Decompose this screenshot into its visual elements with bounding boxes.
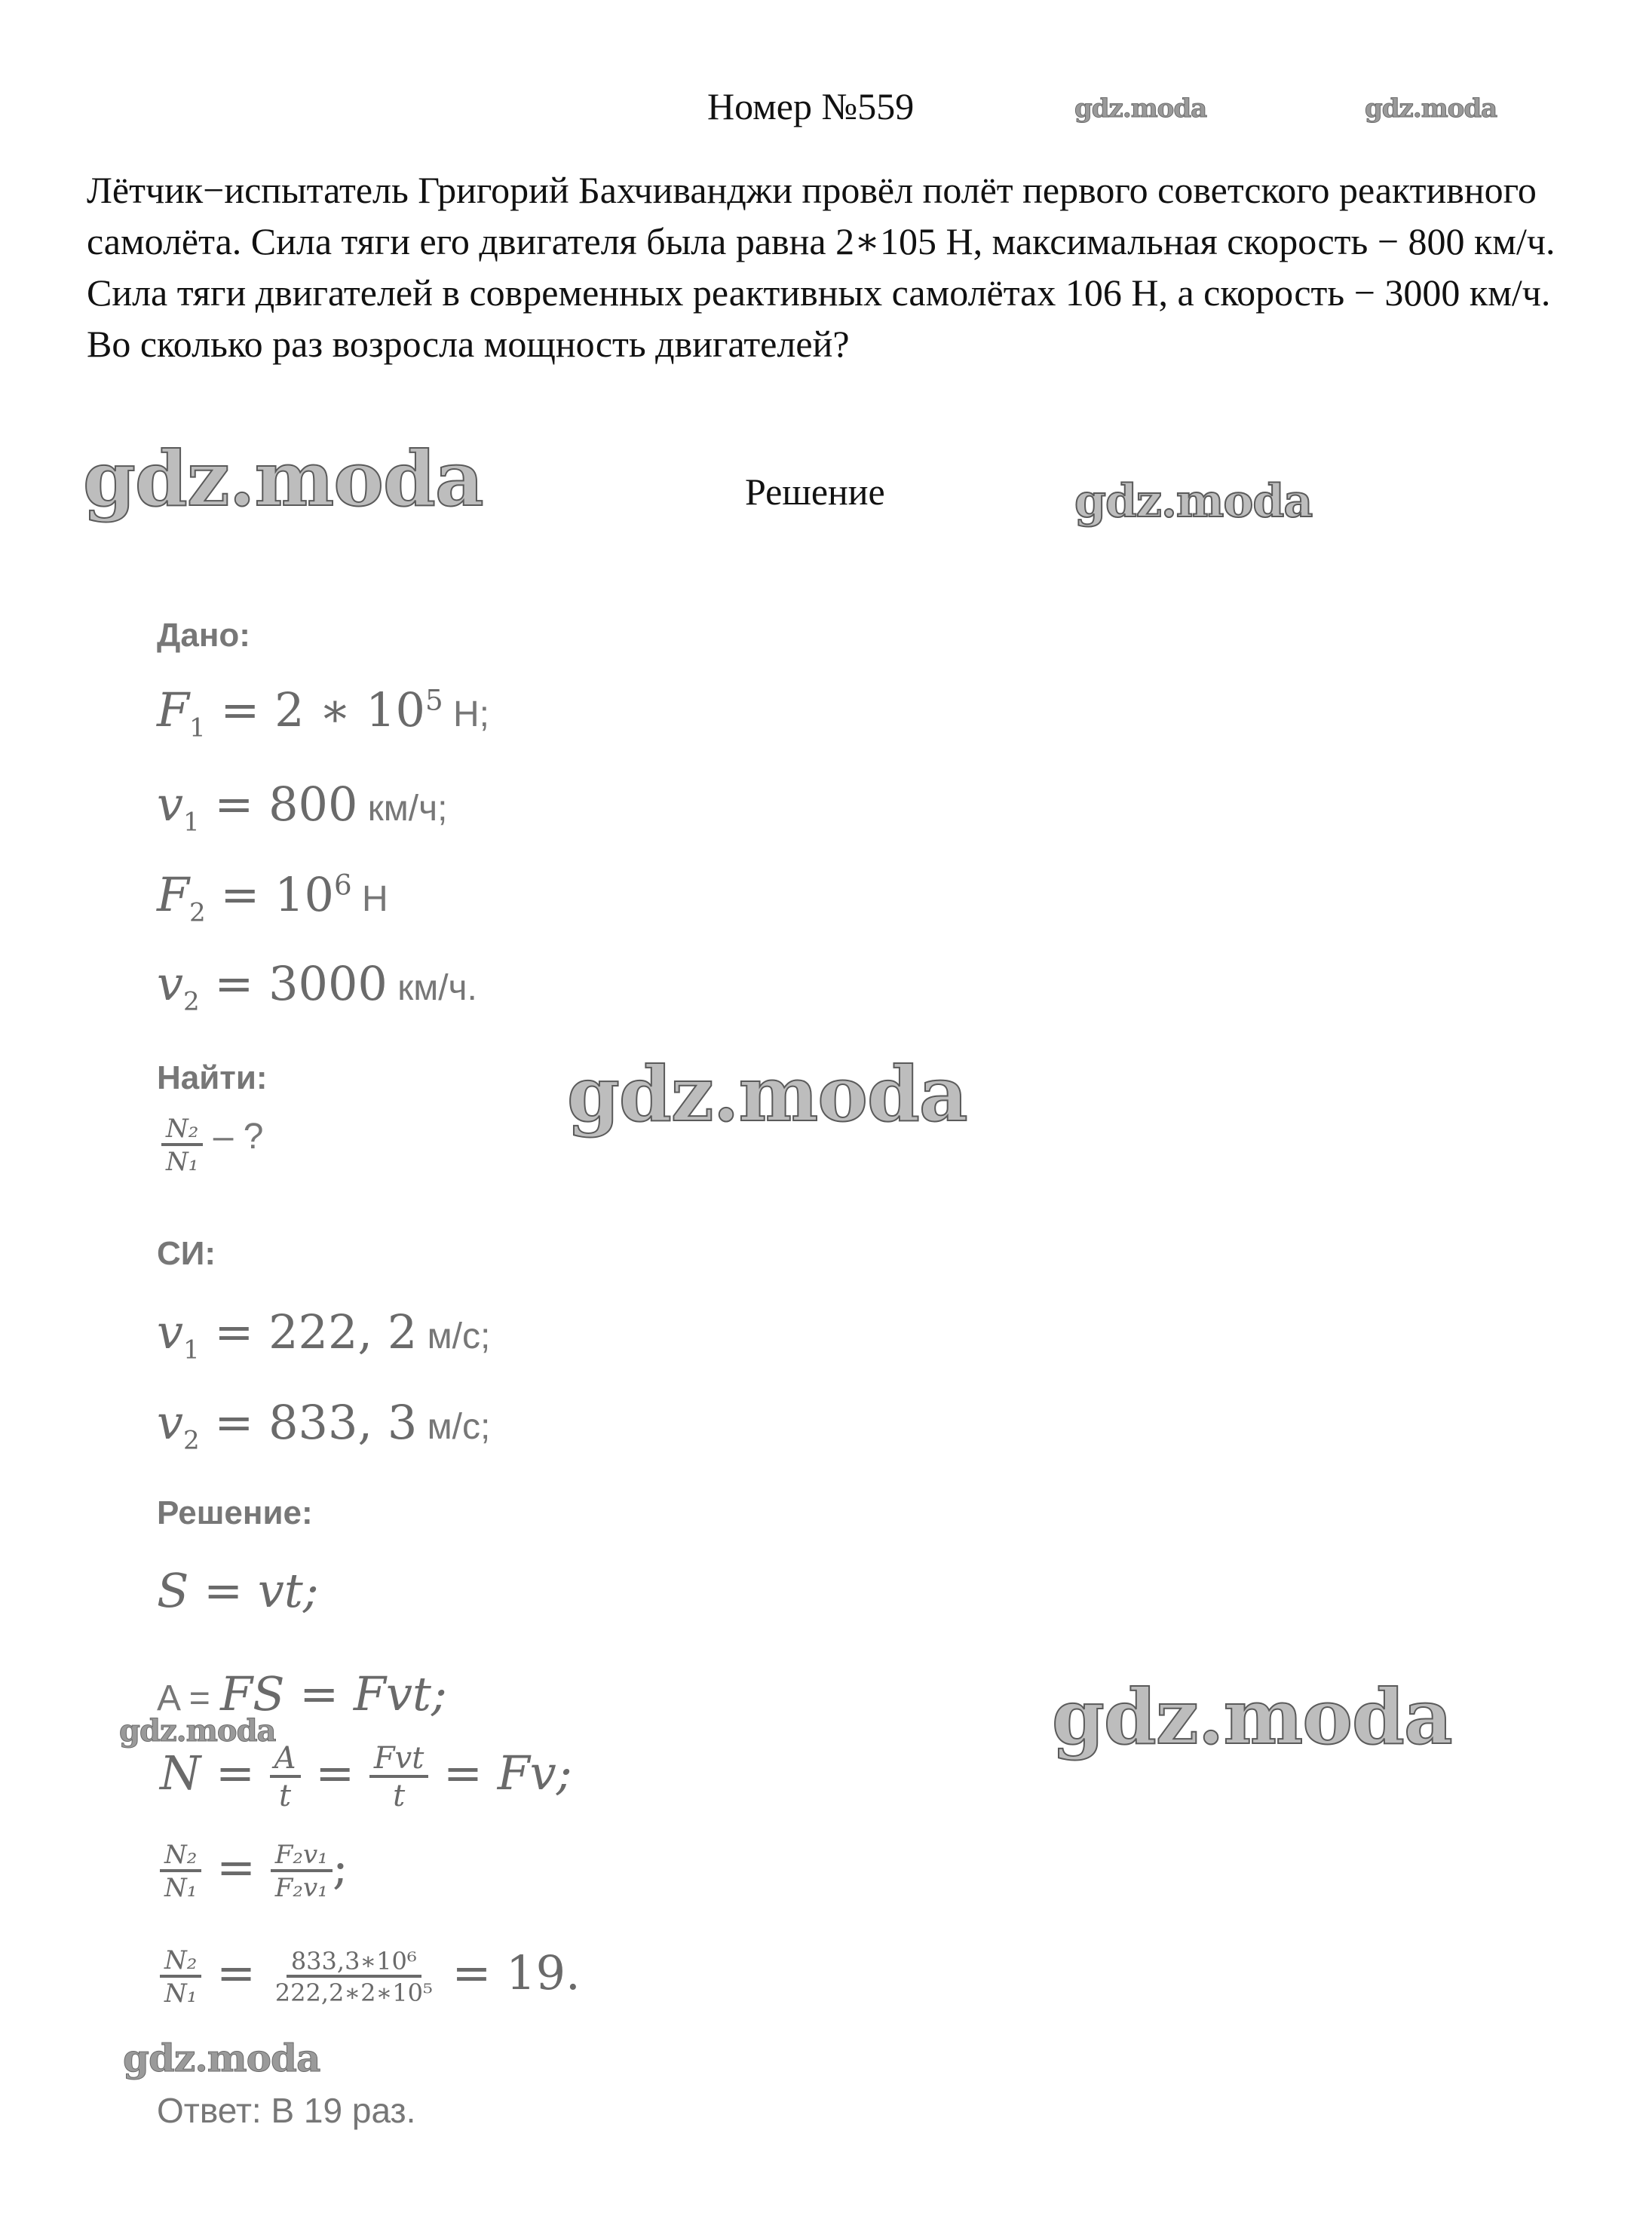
solution-ratio: $\frac{\text{N₂}}{\text{N₁}}$ = $\frac{\text{F₂v₁}}{\text{F₂v₁}}$ ;	[160, 1840, 348, 1901]
given-v2: $v_2 = 3000$ км/ч.	[157, 956, 477, 1017]
si-label: СИ:	[157, 1235, 216, 1272]
given-v1: $v_1 = 800$ км/ч;	[157, 777, 448, 838]
watermark: gdz.moda	[1052, 1672, 1452, 1761]
solution-label: Решение:	[157, 1494, 313, 1531]
watermark: gdz.moda	[1074, 475, 1313, 528]
page-title: Номер №559	[707, 85, 915, 127]
solution-calculation: $\frac{\text{N₂}}{\text{N₁}}$ = $\frac{\text{833,3∗10⁶}}{\text{222,2∗2∗10⁵}}$ = 19.	[160, 1945, 581, 2006]
watermark: gdz.moda	[1365, 93, 1497, 124]
watermark: gdz.moda	[119, 1713, 276, 1749]
solution-heading: Решение	[745, 470, 885, 513]
find-label: Найти:	[157, 1059, 268, 1096]
si-v2: $v_2 = 833$, 3 м/с;	[157, 1395, 491, 1456]
find-ratio: $\frac{\text{N₂}}{\text{N₁}}$ – ?	[161, 1116, 263, 1175]
solution-line-2: A = FS = Fvt;	[157, 1666, 447, 1721]
watermark: gdz.moda	[567, 1050, 967, 1139]
answer: Ответ: В 19 раз.	[157, 2091, 416, 2130]
problem-text: Лётчик−испытатель Григорий Бахчиванджи провёл полёт первого советского реактивного самолёта. Сила тяги его двигателя была равна 2∗105 Н, максимальная скорость − 800 км/ч. Сила тяги двигателей в современных реактивных самолётах 106 Н, а скорость − 3000 км/ч. Во сколько раз возросла мощность двигателей?	[87, 169, 1555, 365]
given-f1: $F_1 = 2$ ∗ $10^5$ Н;	[157, 682, 489, 743]
given-label: Дано:	[157, 617, 250, 654]
watermark: gdz.moda	[123, 2036, 320, 2080]
watermark: gdz.moda	[1074, 93, 1207, 124]
si-v1: $v_1 = 222$, 2 м/с;	[157, 1304, 491, 1365]
watermark: gdz.moda	[83, 434, 483, 523]
given-f2: $F_2 = 10^6$ Н	[157, 867, 388, 928]
solution-line-1: S = vt;	[157, 1563, 319, 1618]
solution-power: N = $\frac{A}{t}$ = $\frac{\text{Fvt}}{t}$ = Fv;	[160, 1741, 572, 1813]
